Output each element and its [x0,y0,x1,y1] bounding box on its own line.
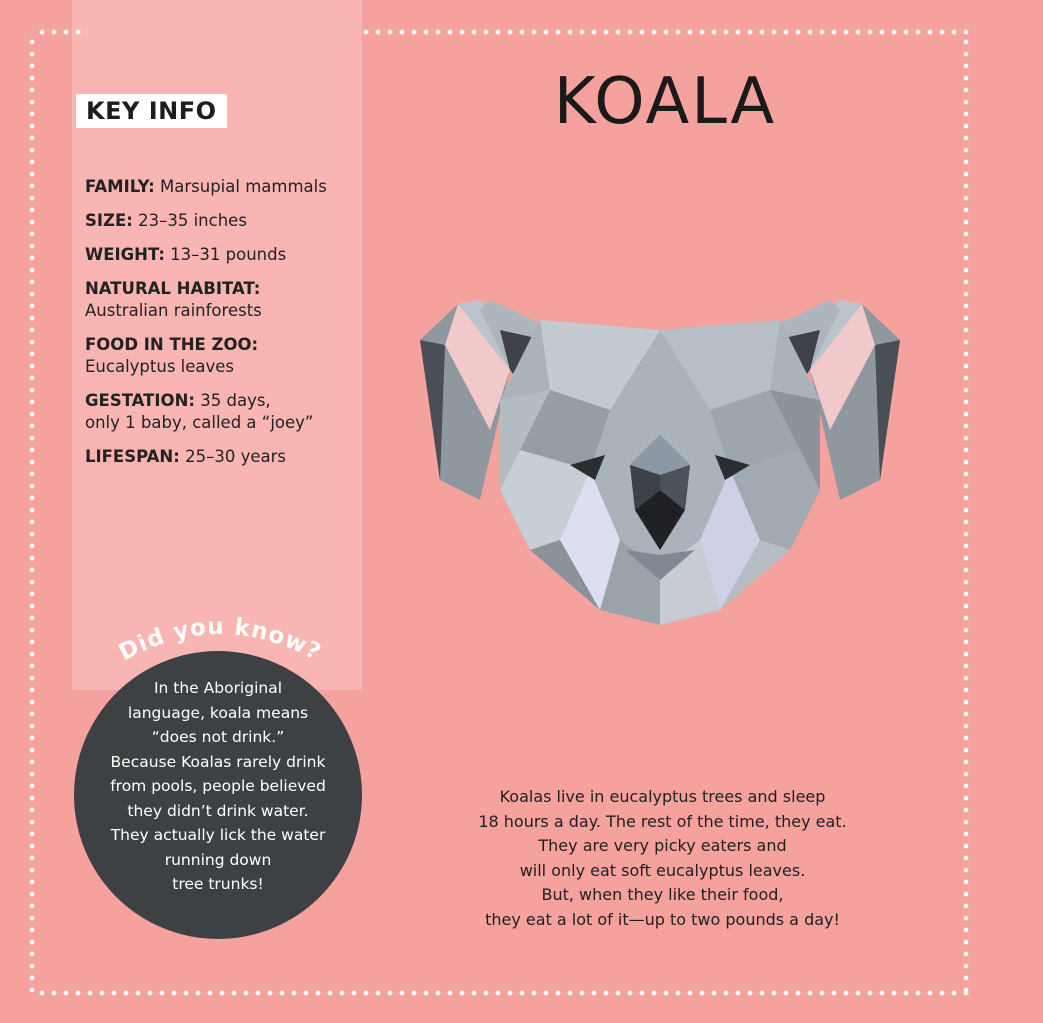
dotted-border-right [963,36,969,992]
did-you-know-heading-text: Did you know? [114,613,326,667]
description-line: Koalas live in eucalyptus trees and sleep [499,787,826,806]
info-value: Australian rainforests [85,301,262,320]
fact-line: they didn’t drink water. [127,801,309,820]
key-info-label: KEY INFO [76,94,227,128]
info-value: Eucalyptus leaves [85,357,235,376]
fact-line: from pools, people believed [110,777,326,795]
fact-line: language, koala means [127,703,309,722]
dotted-border-left [29,36,35,992]
fact-line: In the Aboriginal [153,679,283,697]
fact-line: “does not drink.” [151,728,285,746]
koala-illustration [420,300,900,630]
description-line: They are very picky eaters and [538,836,787,855]
description-line: 18 hours a day. The rest of the time, they eat. [478,811,847,831]
fact-line: tree trunks! [172,875,264,893]
fact-line: They actually lick the water [110,826,326,844]
info-key: NATURAL HABITAT: [85,279,261,298]
info-key: WEIGHT: [85,245,165,264]
info-key: SIZE: [85,211,133,230]
info-key: FAMILY: [85,177,155,196]
info-family [85,176,360,198]
dotted-border-bottom [36,990,973,996]
info-value: 23–35 inches [132,211,247,230]
info-key: FOOD IN THE ZOO: [85,335,259,354]
page-title: KOALA [553,65,777,139]
did-you-know-text [96,676,340,897]
info-lifespan [85,446,360,468]
info-key: GESTATION: [85,391,195,410]
info-value: 25–30 years [179,447,286,466]
fact-line: Because Koalas rarely drink [110,752,326,771]
koala-description [440,785,885,932]
info-value-line2: only 1 baby, called a “joey” [85,413,314,432]
border-gap [86,22,362,42]
info-weight [85,244,360,266]
info-food [85,334,360,378]
description-line: But, when they like their food, [541,885,784,904]
info-key: LIFESPAN: [85,447,180,466]
key-info-list [85,176,360,480]
info-habitat [85,278,360,322]
description-line: will only eat soft eucalyptus leaves. [519,860,806,880]
info-size [85,210,360,232]
info-value: 35 days, [195,391,271,410]
fact-line: running down [164,850,272,869]
info-value: 13–31 pounds [164,245,287,264]
info-value: Marsupial mammals [154,177,327,196]
info-gestation [85,390,360,434]
description-line: they eat a lot of it—up to two pounds a day! [485,909,840,929]
